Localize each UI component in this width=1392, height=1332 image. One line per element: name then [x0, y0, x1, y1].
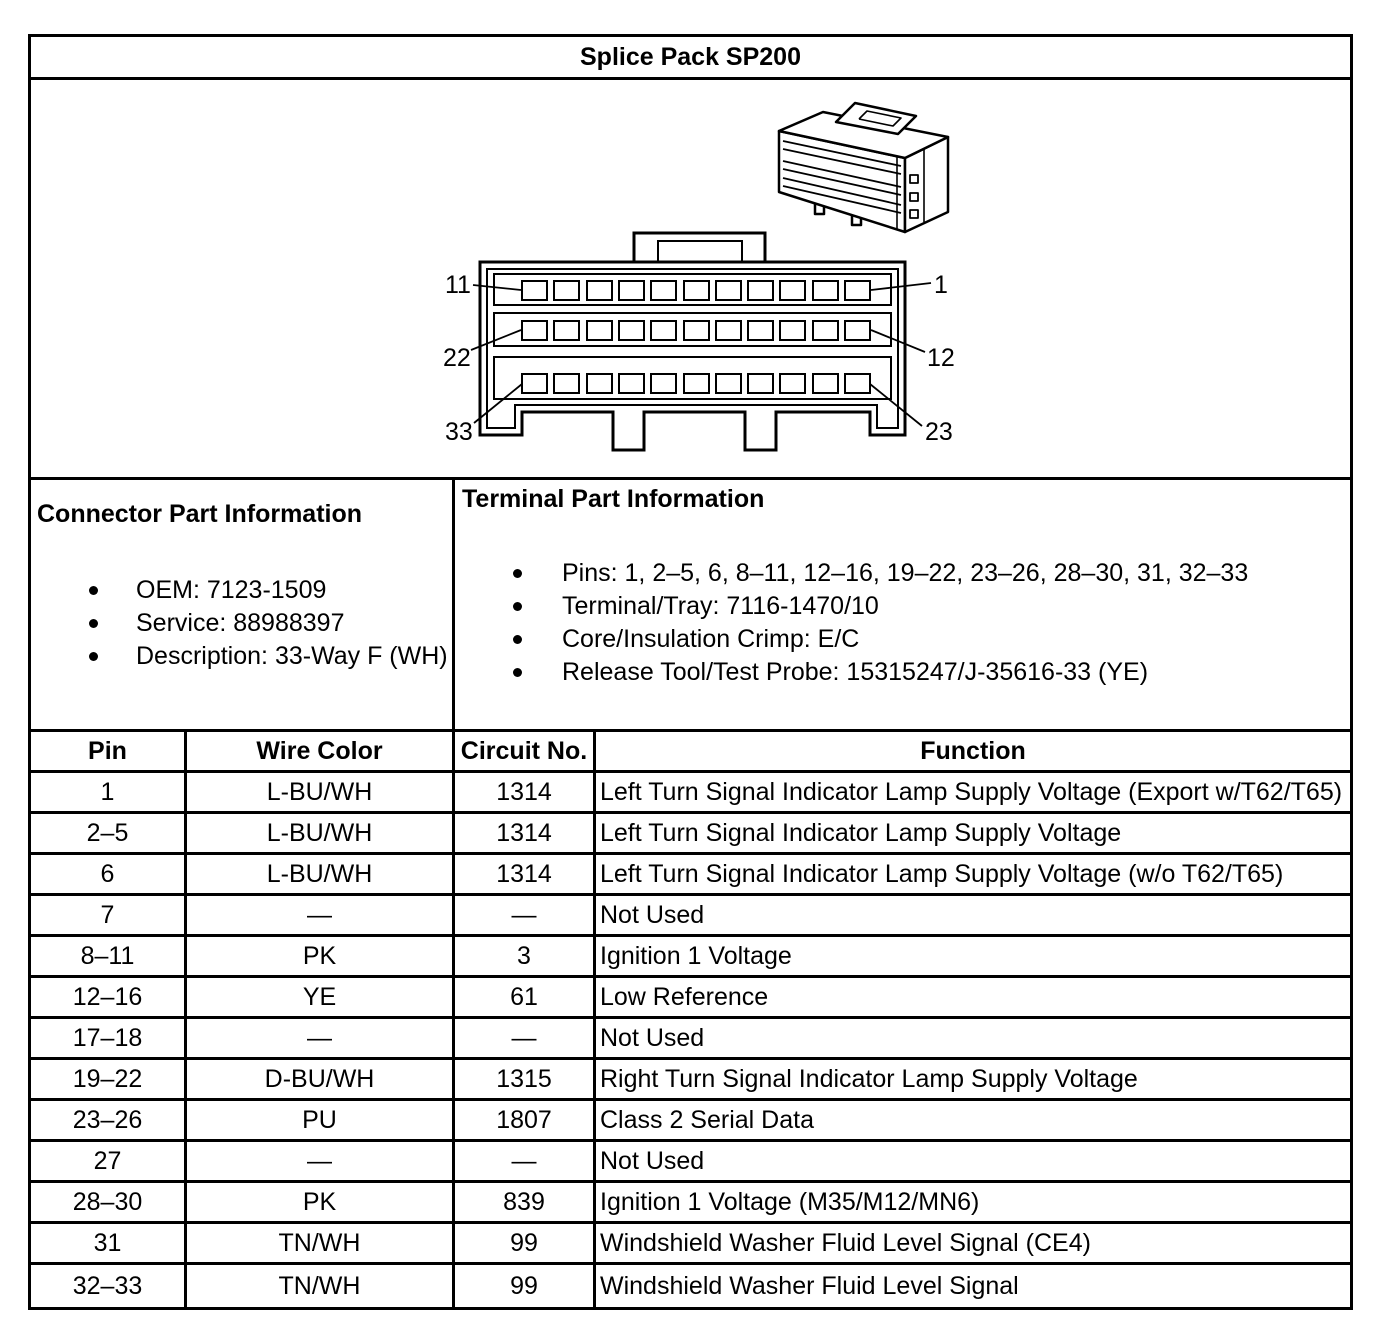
pin-cavity — [748, 374, 773, 393]
function-cell: Windshield Washer Fluid Level Signal (CE4) — [600, 1228, 1091, 1257]
wire-color-cell: TN/WH — [187, 1265, 455, 1307]
terminal-info-tray: Terminal/Tray: 7116-1470/10 — [562, 592, 879, 620]
terminal-info-crimp: Core/Insulation Crimp: E/C — [562, 625, 860, 653]
pin-cavity — [684, 281, 709, 300]
list-item — [31, 607, 448, 640]
wire-color-cell: TN/WH — [187, 1224, 455, 1262]
bullet-icon — [513, 668, 522, 677]
wire-color-cell: — — [187, 1142, 455, 1180]
pin-cavity — [813, 321, 838, 340]
pin-cavity — [587, 374, 612, 393]
wire-color-cell: L-BU/WH — [187, 773, 455, 811]
terminal-part-info — [455, 480, 1350, 729]
diagram-section — [31, 80, 1350, 480]
table-row — [31, 978, 1350, 1019]
list-item — [31, 574, 448, 607]
terminal-info-pins: Pins: 1, 2–5, 6, 8–11, 12–16, 19–22, 23–26, 28–30, 31, 32–33 — [562, 559, 1249, 587]
wire-color-cell: — — [187, 1019, 455, 1057]
connector-info-description: Description: 33-Way F (WH) — [136, 642, 448, 670]
function-cell: Ignition 1 Voltage — [600, 941, 792, 970]
table-row — [31, 1142, 1350, 1183]
function-cell: Class 2 Serial Data — [600, 1105, 814, 1134]
bullet-icon — [513, 635, 522, 644]
connector-3d-window — [910, 193, 918, 201]
bullet-icon — [89, 619, 98, 628]
function-cell: Not Used — [600, 1146, 705, 1175]
pin-cell: 27 — [31, 1142, 187, 1180]
connector-part-info — [31, 480, 455, 729]
pin-label-top-left: 11 — [445, 271, 471, 299]
header-wire-color: Wire Color — [187, 732, 455, 770]
table-row — [31, 1101, 1350, 1142]
pin-cell: 19–22 — [31, 1060, 187, 1098]
wire-color-cell: PK — [187, 1183, 455, 1221]
pin-cavity — [684, 321, 709, 340]
table-row — [31, 1265, 1350, 1307]
pin-label-bottom-left: 33 — [445, 418, 473, 446]
pin-cell: 6 — [31, 855, 187, 893]
pin-cavity — [651, 281, 676, 300]
function-cell: Not Used — [600, 900, 705, 929]
pin-cavity — [651, 321, 676, 340]
circuit-cell: 61 — [455, 978, 596, 1016]
list-item — [31, 640, 448, 673]
circuit-cell: — — [455, 1142, 596, 1180]
pin-cell: 28–30 — [31, 1183, 187, 1221]
circuit-cell: 99 — [455, 1224, 596, 1262]
function-cell: Low Reference — [600, 982, 769, 1011]
wire-color-cell: YE — [187, 978, 455, 1016]
terminal-info-list — [455, 557, 1248, 689]
bullet-icon — [513, 569, 522, 578]
function-cell: Ignition 1 Voltage (M35/M12/MN6) — [600, 1187, 980, 1216]
function-cell: Left Turn Signal Indicator Lamp Supply Voltage — [600, 818, 1122, 847]
table-row — [31, 937, 1350, 978]
function-cell: Right Turn Signal Indicator Lamp Supply Voltage — [600, 1064, 1138, 1093]
header-function: Function — [920, 736, 1026, 765]
function-cell: Left Turn Signal Indicator Lamp Supply Voltage (Export w/T62/T65) — [600, 777, 1343, 806]
circuit-cell: 1807 — [455, 1101, 596, 1139]
pin-cavity — [522, 321, 547, 340]
circuit-cell: 99 — [455, 1265, 596, 1307]
connector-face — [480, 233, 905, 450]
pin-cavity — [780, 374, 805, 393]
pin-cavity — [554, 321, 579, 340]
pin-label-middle-left: 22 — [443, 344, 471, 372]
connector-3d-window — [910, 175, 918, 183]
list-item — [455, 557, 1248, 590]
table-row — [31, 855, 1350, 896]
circuit-cell: 1314 — [455, 814, 596, 852]
table-header-row — [31, 732, 1350, 773]
pin-cell: 12–16 — [31, 978, 187, 1016]
circuit-cell: 3 — [455, 937, 596, 975]
table-row — [31, 773, 1350, 814]
circuit-cell: 1314 — [455, 855, 596, 893]
pin-cavities — [522, 281, 870, 393]
pin-cavity — [845, 374, 870, 393]
terminal-info-release-tool: Release Tool/Test Probe: 15315247/J-35616-33 (YE) — [562, 658, 1149, 686]
wire-color-cell: — — [187, 896, 455, 934]
pin-cavity — [619, 281, 644, 300]
leader-line-1 — [871, 283, 931, 290]
pin-cavity — [522, 374, 547, 393]
pin-cell: 31 — [31, 1224, 187, 1262]
pin-cell: 7 — [31, 896, 187, 934]
connector-info-service: Service: 88988397 — [136, 609, 345, 637]
table-row — [31, 1060, 1350, 1101]
pin-label-top-right: 1 — [934, 271, 948, 299]
pin-cavity — [554, 374, 579, 393]
pin-cell: 32–33 — [31, 1265, 187, 1307]
pin-cavity — [780, 281, 805, 300]
list-item — [455, 656, 1248, 689]
header-pin: Pin — [31, 732, 187, 770]
connector-info-heading: Connector Part Information — [37, 500, 363, 528]
function-cell: Left Turn Signal Indicator Lamp Supply Voltage (w/o T62/T65) — [600, 859, 1284, 888]
connector-diagram — [31, 80, 1350, 477]
pin-cavity — [684, 374, 709, 393]
terminal-info-heading: Terminal Part Information — [462, 485, 765, 513]
pin-cavity — [651, 374, 676, 393]
wire-color-cell: PU — [187, 1101, 455, 1139]
connector-3d-illustration — [779, 103, 948, 232]
circuit-cell: 1315 — [455, 1060, 596, 1098]
bullet-icon — [513, 602, 522, 611]
pin-cavity — [748, 281, 773, 300]
table-row — [31, 1183, 1350, 1224]
table-row — [31, 1224, 1350, 1265]
connector-info-oem: OEM: 7123-1509 — [136, 576, 327, 604]
wire-color-cell: D-BU/WH — [187, 1060, 455, 1098]
part-information-section — [31, 480, 1350, 732]
connector-3d-window — [910, 210, 918, 218]
bullet-icon — [89, 586, 98, 595]
pin-cell: 2–5 — [31, 814, 187, 852]
wire-color-cell: L-BU/WH — [187, 855, 455, 893]
page-title: Splice Pack SP200 — [31, 37, 1350, 80]
pin-cavity — [619, 321, 644, 340]
pin-cavity — [813, 374, 838, 393]
list-item — [455, 590, 1248, 623]
pin-cavity — [716, 281, 741, 300]
circuit-cell: 1314 — [455, 773, 596, 811]
pin-cavity — [522, 281, 547, 300]
pin-cavity — [813, 281, 838, 300]
connector-top-tab — [634, 233, 765, 262]
connector-info-list — [31, 574, 448, 673]
circuit-cell: 839 — [455, 1183, 596, 1221]
pin-cavity — [554, 281, 579, 300]
list-item — [455, 623, 1248, 656]
pin-cavity — [716, 321, 741, 340]
wire-color-cell: L-BU/WH — [187, 814, 455, 852]
table-row — [31, 814, 1350, 855]
function-cell: Windshield Washer Fluid Level Signal — [600, 1271, 1019, 1300]
function-cell: Not Used — [600, 1023, 705, 1052]
pin-cell: 23–26 — [31, 1101, 187, 1139]
pin-cavity — [845, 321, 870, 340]
table-row — [31, 896, 1350, 937]
splice-pack-sheet — [28, 34, 1353, 1310]
pin-cavity — [716, 374, 741, 393]
wire-color-cell: PK — [187, 937, 455, 975]
connector-top-tab-inner — [658, 241, 742, 262]
pin-cell: 17–18 — [31, 1019, 187, 1057]
pin-cavity — [780, 321, 805, 340]
bullet-icon — [89, 652, 98, 661]
pin-cavity — [587, 281, 612, 300]
pin-cavity — [619, 374, 644, 393]
pin-cell: 8–11 — [31, 937, 187, 975]
pin-cavity — [748, 321, 773, 340]
table-row — [31, 1019, 1350, 1060]
pin-cavity — [845, 281, 870, 300]
pin-label-bottom-right: 23 — [925, 418, 953, 446]
circuit-cell: — — [455, 1019, 596, 1057]
circuit-cell: — — [455, 896, 596, 934]
pin-cell: 1 — [31, 773, 187, 811]
pin-cavity — [587, 321, 612, 340]
header-circuit-no: Circuit No. — [455, 732, 596, 770]
pin-label-middle-right: 12 — [927, 344, 955, 372]
